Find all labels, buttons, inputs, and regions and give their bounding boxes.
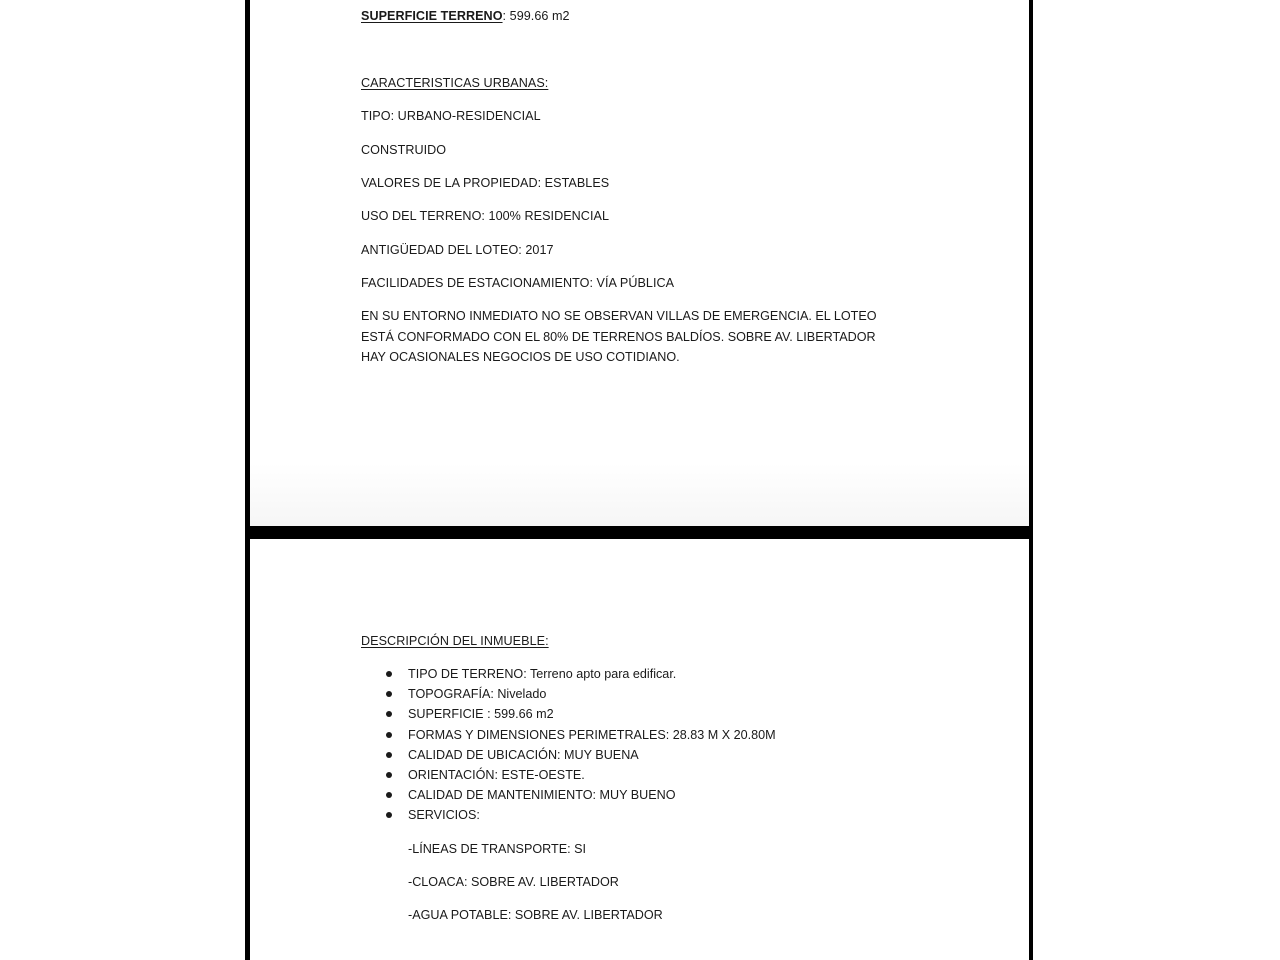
entorno-paragraph: EN SU ENTORNO INMEDIATO NO SE OBSERVAN VILLAS DE EMERGENCIA. EL LOTEO ESTÁ CONFORMADO CON EL 80% DE TERRENOS BALDÍOS. SOBRE AV. LIBERTADOR HAY OCASIONALES NEGOCIOS DE USO COTIDIANO. (361, 309, 877, 364)
servicio-agua-line: -AGUA POTABLE: SOBRE AV. LIBERTADOR (408, 908, 663, 922)
descripcion-inmueble-heading: DESCRIPCIÓN DEL INMUEBLE: (361, 634, 549, 648)
superficie-terreno-label: SUPERFICIE TERRENO (361, 9, 503, 23)
list-item: ORIENTACIÓN: ESTE-OESTE. (361, 765, 776, 785)
list-item: SERVICIOS: (361, 805, 776, 825)
list-item: CALIDAD DE UBICACIÓN: MUY BUENA (361, 745, 776, 765)
tipo-line: TIPO: URBANO-RESIDENCIAL (361, 109, 541, 123)
superficie-terreno-line (361, 6, 570, 26)
bullet-icon (386, 752, 392, 758)
servicio-transporte-line: -LÍNEAS DE TRANSPORTE: SI (408, 842, 586, 856)
construido-line: CONSTRUIDO (361, 143, 447, 157)
superficie-terreno-value: : 599.66 m2 (502, 9, 570, 23)
list-item: FORMAS Y DIMENSIONES PERIMETRALES: 28.83 M X 20.80M (361, 725, 776, 745)
bullet-icon (386, 792, 392, 798)
bullet-icon (386, 812, 392, 818)
bullet-icon (386, 671, 392, 677)
descripcion-bullet-list (361, 664, 776, 826)
bullet-icon (386, 711, 392, 717)
valores-line: VALORES DE LA PROPIEDAD: ESTABLES (361, 176, 610, 190)
estacionamiento-line: FACILIDADES DE ESTACIONAMIENTO: VÍA PÚBLICA (361, 276, 675, 290)
document-page-2 (250, 539, 1029, 960)
list-item: TOPOGRAFÍA: Nivelado (361, 684, 776, 704)
list-item: TIPO DE TERRENO: Terreno apto para edificar. (361, 664, 776, 684)
bullet-icon (386, 772, 392, 778)
bullet-icon (386, 732, 392, 738)
list-item: CALIDAD DE MANTENIMIENTO: MUY BUENO (361, 785, 776, 805)
caracteristicas-urbanas-heading: CARACTERISTICAS URBANAS: (361, 76, 549, 90)
antiguedad-line: ANTIGÜEDAD DEL LOTEO: 2017 (361, 243, 554, 257)
servicio-cloaca-line: -CLOACA: SOBRE AV. LIBERTADOR (408, 875, 619, 889)
list-item: SUPERFICIE : 599.66 m2 (361, 704, 776, 724)
bullet-icon (386, 691, 392, 697)
uso-terreno-line: USO DEL TERRENO: 100% RESIDENCIAL (361, 209, 610, 223)
document-page-1 (250, 0, 1029, 526)
